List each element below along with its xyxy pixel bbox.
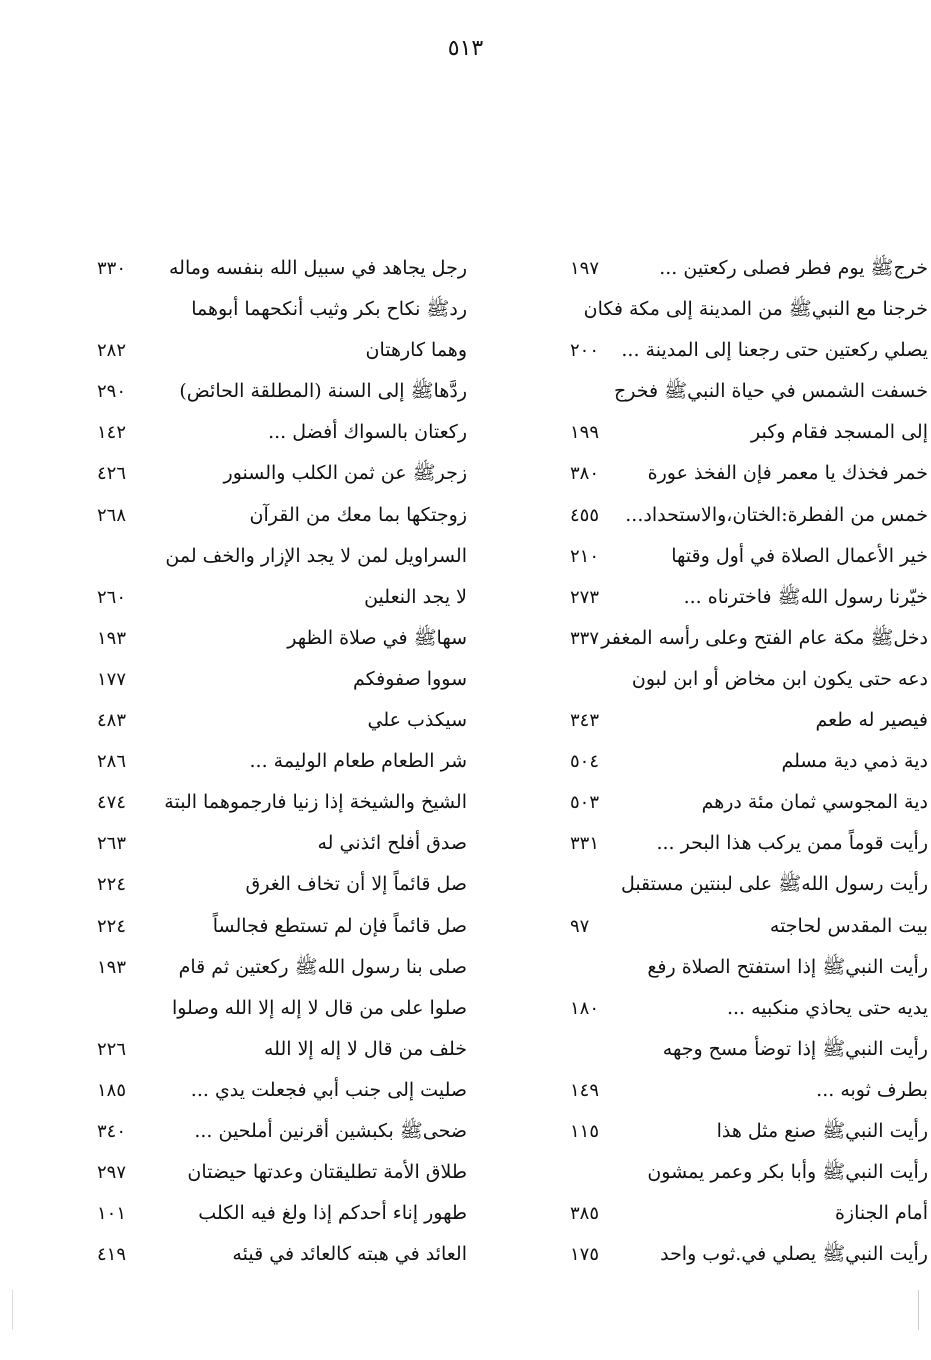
entry-text: السراويل لمن لا يجد الإزار والخف لمن (165, 544, 467, 567)
left-column (85, 248, 485, 1275)
scan-edge-mark (12, 1290, 13, 1330)
entry-page-number: ٢٨٦ (97, 751, 127, 773)
entry-page-number: ٥٠٤ (570, 751, 600, 773)
index-entry (560, 371, 930, 412)
entry-text: صل قائماً فإن لم تستطع فجالساً (212, 914, 467, 937)
entry-page-number: ٤٥٥ (570, 504, 600, 526)
index-entry (85, 864, 485, 905)
index-entry (85, 1111, 485, 1152)
entry-text: فيصير له طعم (815, 709, 928, 732)
right-column (560, 248, 930, 1275)
entry-page-number: ٢٩٠ (97, 381, 127, 403)
index-entry (85, 1152, 485, 1193)
entry-page-number: ١٠١ (97, 1203, 127, 1225)
index-entry (85, 453, 485, 494)
index-entry (85, 577, 485, 618)
entry-text: خير الأعمال الصلاة في أول وقتها (671, 544, 928, 567)
entry-text: دية ذمي دية مسلم (781, 750, 928, 773)
entry-page-number: ١٤٢ (97, 422, 127, 444)
entry-text: لا يجد النعلين (364, 585, 467, 608)
entry-page-number: ١٩٧ (570, 258, 600, 279)
index-entry (85, 659, 485, 700)
index-entry (560, 988, 930, 1029)
index-entry (85, 289, 485, 330)
entry-text: زوجتكها بما معك من القرآن (249, 503, 467, 526)
entry-text: صلى بنا رسول اللهﷺ ركعتين ثم قام (178, 955, 467, 978)
index-entry (85, 1234, 485, 1275)
index-entry (560, 1029, 930, 1070)
entry-page-number: ٢٩٧ (97, 1162, 127, 1184)
entry-text: الشيخ والشيخة إذا زنيا فارجموهما البتة (164, 791, 467, 814)
entry-text: خسفت الشمس في حياة النبيﷺ فخرج (614, 380, 928, 403)
index-entry (560, 1193, 930, 1234)
index-entry (560, 412, 930, 453)
entry-text: يصلي ركعتين حتى رجعنا إلى المدينة ... (621, 339, 928, 362)
index-entry (560, 741, 930, 782)
entry-text: يديه حتى يحاذي منكبيه ... (726, 996, 928, 1019)
index-entry (85, 1029, 485, 1070)
entry-page-number: ٥٠٣ (570, 792, 600, 814)
index-entry (560, 289, 930, 330)
entry-text: خمس من الفطرة:الختان،والاستحداد... (625, 503, 928, 526)
index-entry (85, 906, 485, 947)
entry-text: سيكذب علي (367, 709, 467, 732)
entry-page-number: ٣٣٠ (97, 258, 127, 279)
entry-text: خيّرنا رسول اللهﷺ فاخترناه ... (683, 585, 928, 608)
entry-page-number: ٢٢٦ (97, 1038, 127, 1060)
entry-page-number: ٢٧٣ (570, 586, 600, 608)
entry-text: سهاﷺ في صلاة الظهر (287, 626, 467, 649)
entry-page-number: ٢٦٠ (97, 586, 127, 608)
index-entry (560, 659, 930, 700)
entry-page-number: ٢٦٨ (97, 504, 127, 526)
entry-text: رأيت النبيﷺ وأبا بكر وعمر يمشون (647, 1161, 928, 1184)
entry-page-number: ٩٧ (570, 915, 590, 937)
entry-page-number: ٢٦٣ (97, 833, 127, 855)
entry-page-number: ١٧٥ (570, 1244, 600, 1266)
entry-page-number: ١٩٣ (97, 956, 127, 978)
entry-page-number: ١٨٠ (570, 997, 600, 1019)
entry-page-number: ١٨٥ (97, 1079, 127, 1101)
index-entry (85, 741, 485, 782)
entry-page-number: ٢٢٤ (97, 874, 127, 896)
entry-page-number: ١٩٩ (570, 422, 600, 444)
entry-text: ضحىﷺ بكبشين أقرنين أملحين ... (194, 1119, 467, 1142)
index-entry (85, 536, 485, 577)
index-entry (560, 782, 930, 823)
entry-text: خرجنا مع النبيﷺ من المدينة إلى مكة فكان (583, 298, 928, 321)
entry-text: دخلﷺ مكة عام الفتح وعلى رأسه المغفر (601, 626, 928, 649)
entry-text: صليت إلى جنب أبي فجعلت يدي ... (190, 1078, 467, 1101)
entry-page-number: ٤٧٤ (97, 792, 127, 814)
entry-text: سووا صفوفكم (352, 667, 467, 690)
index-entry (85, 947, 485, 988)
entry-text: صدق أفلح ائذني له (317, 832, 467, 855)
entry-page-number: ١٩٣ (97, 627, 127, 649)
scan-edge-mark (918, 1290, 919, 1330)
entry-page-number: ٤٨٣ (97, 710, 127, 732)
entry-page-number: ١٧٧ (97, 668, 127, 690)
entry-text: طلاق الأمة تطليقتان وعدتها حيضتان (187, 1161, 467, 1184)
index-entry (85, 823, 485, 864)
entry-text: رأيت قوماً ممن يركب هذا البحر ... (656, 832, 928, 855)
entry-page-number: ٣٨٥ (570, 1203, 600, 1225)
index-entry (560, 1070, 930, 1111)
index-entry (85, 1193, 485, 1234)
entry-text: ردﷺ نكاح بكر وثيب أنكحهما أبوهما (191, 298, 467, 321)
index-entry (560, 536, 930, 577)
index-entry (85, 412, 485, 453)
index-entry (560, 823, 930, 864)
entry-text: خرجﷺ يوم فطر فصلى ركعتين ... (659, 257, 928, 279)
entry-page-number: ٢٨٢ (97, 340, 127, 362)
index-entry (560, 248, 930, 289)
index-entry (560, 1111, 930, 1152)
entry-text: بيت المقدس لحاجته (769, 914, 928, 937)
index-entry (85, 371, 485, 412)
entry-page-number: ٤١٩ (97, 1244, 127, 1266)
entry-text: ردَّهاﷺ إلى السنة (المطلقة الحائض) (179, 380, 467, 403)
entry-page-number: ١٤٩ (570, 1079, 600, 1101)
entry-text: زجرﷺ عن ثمن الكلب والسنور (223, 462, 467, 485)
index-entry (560, 700, 930, 741)
entry-page-number: ٣٤٠ (97, 1120, 127, 1142)
entry-text: طهور إناء أحدكم إذا ولغ فيه الكلب (198, 1202, 467, 1225)
entry-text: رأيت النبيﷺ صنع مثل هذا (716, 1119, 928, 1142)
index-entry (560, 495, 930, 536)
entry-text: خمر فخذك يا معمر فإن الفخذ عورة (647, 462, 928, 485)
index-entry (85, 700, 485, 741)
entry-page-number: ٣٣١ (570, 833, 600, 855)
entry-text: أمام الجنازة (834, 1202, 928, 1225)
entry-text: وهما كارهتان (365, 339, 467, 362)
index-entry (560, 453, 930, 494)
entry-page-number: ٣٨٠ (570, 463, 600, 485)
entry-page-number: ٣٣٧ (570, 627, 600, 649)
index-entry (560, 618, 930, 659)
index-entry (85, 618, 485, 659)
entry-text: بطرف ثوبه ... (816, 1078, 928, 1101)
entry-text: دعه حتى يكون ابن مخاض أو ابن لبون (631, 667, 928, 690)
entry-page-number: ٢٢٤ (97, 915, 127, 937)
entry-text: رأيت رسول اللهﷺ على لبنتين مستقبل (620, 873, 928, 896)
index-entry (560, 906, 930, 947)
index-entry (560, 1152, 930, 1193)
entry-text: صل قائماً إلا أن تخاف الغرق (245, 873, 467, 896)
index-entry (85, 782, 485, 823)
index-entry (560, 330, 930, 371)
index-entry (85, 1070, 485, 1111)
entry-text: رجل يجاهد في سبيل الله بنفسه وماله (168, 257, 467, 279)
entry-text: صلوا على من قال لا إله إلا الله وصلوا (171, 996, 467, 1019)
index-entry (560, 1234, 930, 1275)
entry-text: رأيت النبيﷺ إذا توضأ مسح وجهه (662, 1037, 928, 1060)
entry-text: شر الطعام طعام الوليمة ... (249, 750, 467, 773)
index-entry (85, 988, 485, 1029)
index-entry (85, 248, 485, 289)
entry-text: ركعتان بالسواك أفضل ... (268, 421, 467, 444)
entry-text: رأيت النبيﷺ يصلي في.ثوب واحد (660, 1243, 928, 1266)
entry-text: دية المجوسي ثمان مئة درهم (701, 791, 928, 814)
index-entry (85, 495, 485, 536)
entry-text: إلى المسجد فقام وكبر (751, 421, 928, 444)
entry-page-number: ٢٠٠ (570, 340, 600, 362)
entry-text: خلف من قال لا إله إلا الله (263, 1037, 467, 1060)
entry-page-number: ٤٢٦ (97, 463, 127, 485)
index-entry (560, 577, 930, 618)
page-number: ٥١٣ (447, 36, 484, 61)
entry-text: رأيت النبيﷺ إذا استفتح الصلاة رفع (647, 955, 928, 978)
entry-page-number: ١١٥ (570, 1120, 600, 1142)
index-entry (85, 330, 485, 371)
entry-text: العائد في هبته كالعائد في قيئه (232, 1243, 467, 1266)
entry-page-number: ٣٤٣ (570, 710, 600, 732)
index-entry (560, 947, 930, 988)
index-entry (560, 864, 930, 905)
entry-page-number: ٢١٠ (570, 545, 600, 567)
